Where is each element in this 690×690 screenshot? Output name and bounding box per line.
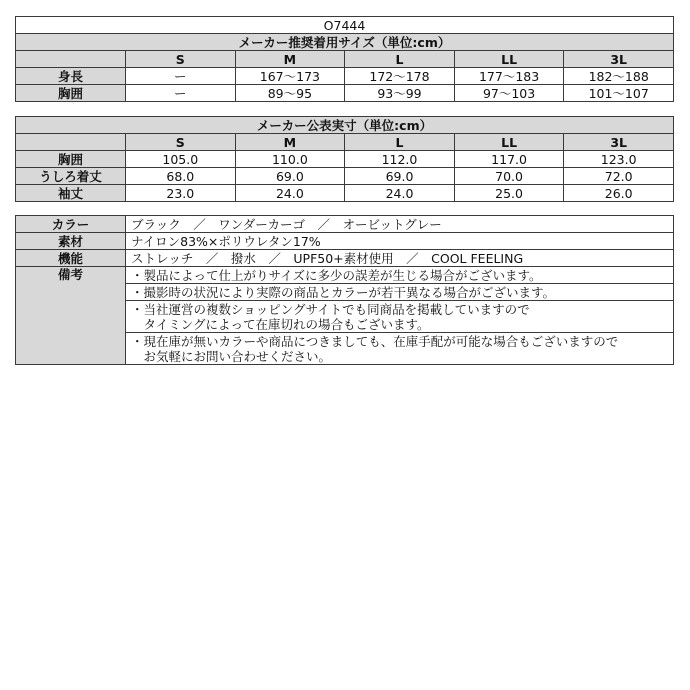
table-cell: 70.0 [454,168,564,185]
size-header: 3L [564,134,674,151]
measured-size-title: メーカー公表実寸（単位:cm） [16,117,674,134]
table-cell: 25.0 [454,185,564,202]
color-label: カラー [16,216,126,233]
recommended-size-title: メーカー推奨着用サイズ（単位:cm） [16,34,674,51]
corner-cell [16,134,126,151]
table-cell: 172〜178 [345,68,455,85]
table-cell: 89〜95 [235,85,345,102]
table-row [16,216,674,233]
table-cell: 112.0 [345,151,455,168]
table-row [16,68,674,85]
table-cell: 68.0 [126,168,236,185]
table-cell: 23.0 [126,185,236,202]
note-line: ・撮影時の状況により実際の商品とカラーが若干異なる場合がございます。 [126,284,674,301]
table-cell: 26.0 [564,185,674,202]
table-row [16,168,674,185]
note-line: ・現在庫が無いカラーや商品につきましても、在庫手配が可能な場合もございますので [131,333,619,349]
material-value: ナイロン83%×ポリウレタン17% [126,233,674,250]
row-label: 袖丈 [16,185,126,202]
table-cell: 123.0 [564,151,674,168]
table-row [16,250,674,267]
size-header: S [126,51,236,68]
table-row [16,85,674,102]
recommended-size-table [15,16,674,102]
measured-size-table [15,116,674,202]
table-cell: 69.0 [235,168,345,185]
row-label: うしろ着丈 [16,168,126,185]
size-header-row [16,51,674,68]
product-code: O7444 [16,17,674,34]
table-row [16,233,674,250]
size-header: L [345,51,455,68]
size-header: 3L [564,51,674,68]
spec-table [15,215,674,365]
note-line: タイミングによって在庫切れの場合もございます。 [131,316,430,332]
table-cell: ー [126,85,236,102]
size-header: LL [454,134,564,151]
corner-cell [16,51,126,68]
row-label: 身長 [16,68,126,85]
table-cell: 105.0 [126,151,236,168]
size-header: L [345,134,455,151]
table-cell: 69.0 [345,168,455,185]
table-cell: 93〜99 [345,85,455,102]
size-header: S [126,134,236,151]
table-row [16,151,674,168]
table-cell: 182〜188 [564,68,674,85]
note-line: お気軽にお問い合わせください。 [131,348,332,364]
material-label: 素材 [16,233,126,250]
table-row [16,267,674,284]
row-label: 胸囲 [16,151,126,168]
notes-label: 備考 [16,267,126,365]
table-cell: 97〜103 [454,85,564,102]
function-value: ストレッチ ／ 撥水 ／ UPF50+素材使用 ／ COOL FEELING [126,250,674,267]
size-header: M [235,134,345,151]
table-cell: 24.0 [345,185,455,202]
size-header: LL [454,51,564,68]
table-cell: ー [126,68,236,85]
table-row [16,185,674,202]
function-label: 機能 [16,250,126,267]
color-value: ブラック ／ ワンダーカーゴ ／ オービットグレー [126,216,674,233]
size-header-row [16,134,674,151]
size-header: M [235,51,345,68]
table-cell: 167〜173 [235,68,345,85]
table-cell: 177〜183 [454,68,564,85]
table-cell: 110.0 [235,151,345,168]
table-cell: 101〜107 [564,85,674,102]
table-cell: 117.0 [454,151,564,168]
table-cell: 24.0 [235,185,345,202]
note-line: ・当社運営の複数ショッピングサイトでも同商品を掲載していますので [131,301,530,317]
row-label: 胸囲 [16,85,126,102]
table-cell: 72.0 [564,168,674,185]
note-line: ・製品によって仕上がりサイズに多少の誤差が生じる場合がございます。 [126,267,674,284]
